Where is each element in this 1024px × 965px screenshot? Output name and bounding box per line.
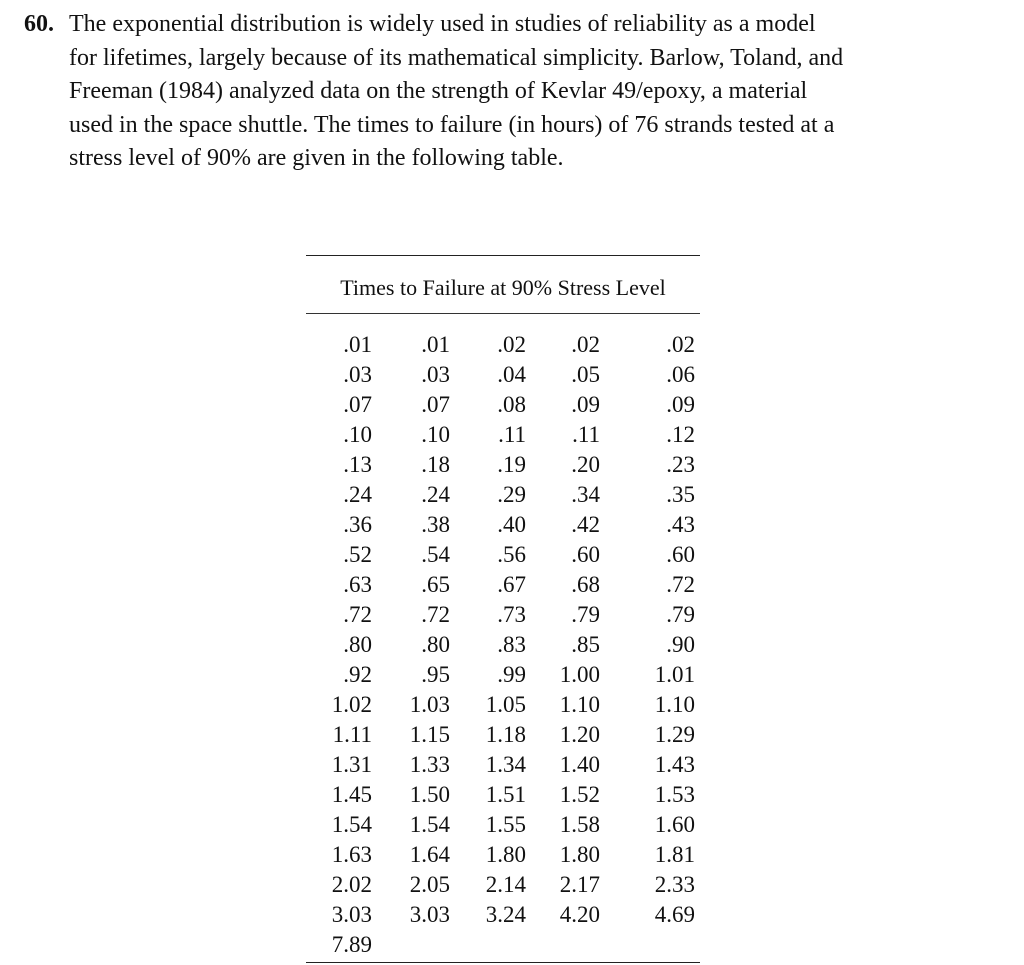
table-cell: .10 (421, 422, 450, 447)
table-cell: .52 (343, 542, 372, 567)
table-cell: .68 (571, 572, 600, 597)
table-row (316, 540, 695, 570)
table-cell: 1.52 (559, 782, 600, 807)
table-cell (600, 930, 695, 960)
table-cell: .02 (666, 332, 695, 357)
table-cell: .03 (421, 362, 450, 387)
table-cell: 4.69 (654, 902, 695, 927)
table-row (316, 690, 695, 720)
table-cell: 1.55 (485, 812, 526, 837)
table-header-rule (306, 313, 700, 314)
problem-line-1 (24, 8, 984, 42)
table-cell: .95 (421, 662, 450, 687)
table-row (316, 480, 695, 510)
table-cell: 2.05 (409, 872, 450, 897)
table-cell: .79 (666, 602, 695, 627)
table-cell: .99 (497, 662, 526, 687)
table-cell: 1.81 (654, 842, 695, 867)
table-cell: 1.50 (409, 782, 450, 807)
table-cell: 1.10 (654, 692, 695, 717)
table-cell: 1.51 (485, 782, 526, 807)
table-cell: .09 (666, 392, 695, 417)
table-row (316, 660, 695, 690)
table-cell: 1.18 (485, 722, 526, 747)
table-cell: 2.17 (559, 872, 600, 897)
table-cell: 1.33 (409, 752, 450, 777)
table-cell: .07 (343, 392, 372, 417)
table-row (316, 870, 695, 900)
table-row (316, 600, 695, 630)
table-cell (372, 930, 450, 960)
table-cell: .01 (343, 332, 372, 357)
table-cell: .35 (666, 482, 695, 507)
table-cell: 1.20 (559, 722, 600, 747)
table-cell: 7.89 (331, 932, 372, 957)
table-cell: .40 (497, 512, 526, 537)
table-cell: 1.54 (331, 812, 372, 837)
table-cell: .11 (572, 422, 600, 447)
table-body (316, 330, 695, 960)
table-cell: 1.00 (559, 662, 600, 687)
table-cell: 2.02 (331, 872, 372, 897)
table-cell: .18 (421, 452, 450, 477)
table-cell: .07 (421, 392, 450, 417)
problem-text-line: Freeman (1984) analyzed data on the strength of Kevlar 49/epoxy, a material (69, 78, 808, 104)
table-cell: 2.14 (485, 872, 526, 897)
table-cell: 4.20 (559, 902, 600, 927)
table-row (316, 420, 695, 450)
table-cell: .02 (497, 332, 526, 357)
table-cell: 1.40 (559, 752, 600, 777)
table-cell: .02 (571, 332, 600, 357)
table-cell: .13 (343, 452, 372, 477)
table-cell (526, 930, 600, 960)
table-top-rule (306, 255, 700, 256)
table-cell: 1.45 (331, 782, 372, 807)
table-cell: 1.29 (654, 722, 695, 747)
table-bottom-rule (306, 962, 700, 963)
table-cell: .60 (666, 542, 695, 567)
table-cell: 1.43 (654, 752, 695, 777)
table-cell: 3.24 (485, 902, 526, 927)
table-cell: .72 (666, 572, 695, 597)
problem-text-line: for lifetimes, largely because of its mathematical simplicity. Barlow, Toland, and (69, 44, 844, 71)
table-cell: 1.64 (409, 842, 450, 867)
table-cell: 1.10 (559, 692, 600, 717)
table-cell: 1.31 (331, 752, 372, 777)
table-cell: .24 (343, 482, 372, 507)
table-cell: .36 (343, 512, 372, 537)
table-row (316, 510, 695, 540)
table-cell: .56 (497, 542, 526, 567)
table-cell: .85 (571, 632, 600, 657)
table-cell: .29 (497, 482, 526, 507)
table-cell: 1.80 (559, 842, 600, 867)
table-cell: .11 (498, 422, 526, 447)
table-cell: .12 (666, 422, 695, 447)
table-cell: .54 (421, 542, 450, 567)
table-cell: .83 (497, 632, 526, 657)
table-cell: .19 (497, 452, 526, 477)
table-cell: 3.03 (409, 902, 450, 927)
table-row (316, 780, 695, 810)
table-cell: 1.80 (485, 842, 526, 867)
table-cell: .03 (343, 362, 372, 387)
table-row (316, 900, 695, 930)
table-row (316, 360, 695, 390)
table-cell: 1.02 (331, 692, 372, 717)
table-caption: Times to Failure at 90% Stress Level (340, 275, 666, 300)
table-cell: .65 (421, 572, 450, 597)
table-cell: 1.34 (485, 752, 526, 777)
table-cell: 1.63 (331, 842, 372, 867)
table-cell: 3.03 (331, 902, 372, 927)
table-row (316, 750, 695, 780)
table-cell: 1.58 (559, 812, 600, 837)
table-row (316, 330, 695, 360)
table-cell: .72 (343, 602, 372, 627)
table-row (316, 630, 695, 660)
table-cell: .04 (497, 362, 526, 387)
table-cell: .08 (497, 392, 526, 417)
table-cell (450, 930, 526, 960)
table-cell: .60 (571, 542, 600, 567)
table-cell: .23 (666, 452, 695, 477)
table-cell: .06 (666, 362, 695, 387)
table-cell: 1.03 (409, 692, 450, 717)
table-cell: .05 (571, 362, 600, 387)
table-cell: 1.15 (409, 722, 450, 747)
table-cell: 2.33 (654, 872, 695, 897)
table-cell: .80 (343, 632, 372, 657)
table-cell: .09 (571, 392, 600, 417)
table-row (316, 810, 695, 840)
table-cell: .42 (571, 512, 600, 537)
table-row (316, 390, 695, 420)
table-cell: .90 (666, 632, 695, 657)
problem-number: 60. (24, 11, 54, 37)
table-cell: 1.53 (654, 782, 695, 807)
table-cell: .67 (497, 572, 526, 597)
table-row (316, 840, 695, 870)
table-row (316, 930, 695, 960)
data-grid (316, 330, 695, 960)
table-cell: .01 (421, 332, 450, 357)
table-cell: .80 (421, 632, 450, 657)
problem-text-line: stress level of 90% are given in the following table. (69, 145, 564, 171)
table-cell: .72 (421, 602, 450, 627)
table-cell: 1.11 (332, 722, 372, 747)
table-row (316, 450, 695, 480)
table-cell: .10 (343, 422, 372, 447)
table-cell: .63 (343, 572, 372, 597)
table-cell: .20 (571, 452, 600, 477)
table-cell: 1.60 (654, 812, 695, 837)
table-cell: .92 (343, 662, 372, 687)
table-row (316, 720, 695, 750)
table-cell: .43 (666, 512, 695, 537)
failure-times-table (306, 255, 700, 960)
table-cell: .38 (421, 512, 450, 537)
problem-text-line: The exponential distribution is widely used in studies of reliability as a model (69, 11, 816, 37)
problem-statement (24, 8, 984, 176)
table-cell: 1.01 (654, 662, 695, 687)
table-cell: .79 (571, 602, 600, 627)
problem-text-line: used in the space shuttle. The times to failure (in hours) of 76 strands tested at a (69, 111, 835, 138)
table-cell: .24 (421, 482, 450, 507)
table-cell: 1.54 (409, 812, 450, 837)
table-row (316, 570, 695, 600)
table-cell: .73 (497, 602, 526, 627)
table-cell: 1.05 (485, 692, 526, 717)
table-cell: .34 (571, 482, 600, 507)
